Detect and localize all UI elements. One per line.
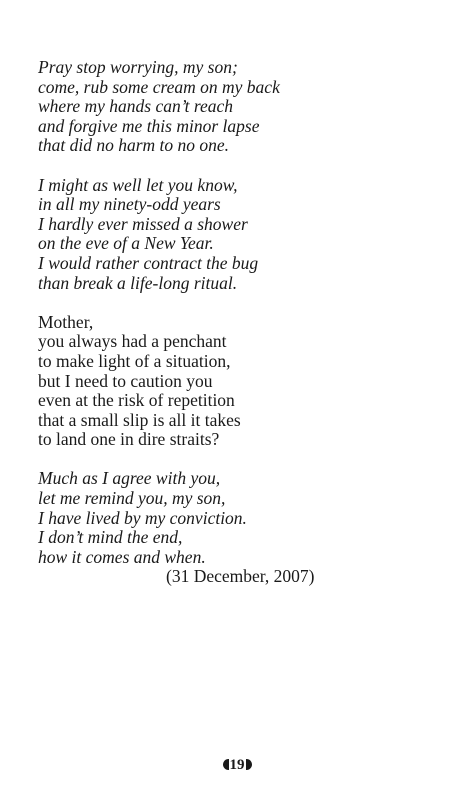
poem-line: but I need to caution you: [38, 370, 213, 391]
page-number-value: 19: [229, 757, 245, 773]
poem-line: I have lived by my conviction.: [38, 507, 247, 528]
poem-line: that did no harm to no one.: [38, 135, 230, 156]
poem-line: even at the risk of repetition: [38, 390, 235, 411]
poem-line: Much as I agree with you,: [38, 468, 221, 489]
page-number-left-ornament: [223, 759, 229, 770]
stanza-1: [38, 58, 448, 156]
poem-line: to make light of a situation,: [38, 350, 231, 371]
poem-line: than break a life-long ritual.: [38, 272, 238, 293]
stanza-2: [38, 176, 448, 294]
poem-line: how it comes and when.: [38, 546, 206, 567]
poem-line: and forgive me this minor lapse: [38, 115, 260, 136]
poem-line: Pray stop worrying, my son;: [38, 57, 238, 77]
poem-date: (31 December, 2007): [166, 566, 315, 586]
stanza-3: [38, 313, 448, 450]
page-number-right-ornament: [246, 759, 252, 770]
poem-line: that a small slip is all it takes: [38, 409, 241, 430]
poem-line: I would rather contract the bug: [38, 252, 259, 273]
poem-line: I don’t mind the end,: [38, 527, 183, 548]
page-number: [0, 756, 474, 774]
poem-line: Mother,: [38, 311, 94, 332]
poem-line: on the eve of a New Year.: [38, 233, 214, 254]
stanza-4: [38, 469, 448, 567]
poem-line: I might as well let you know,: [38, 174, 238, 195]
poem-line: come, rub some cream on my back: [38, 76, 280, 97]
poem-line: let me remind you, my son,: [38, 488, 226, 509]
poem-line: you always had a penchant: [38, 331, 227, 352]
poem-line: I hardly ever missed a shower: [38, 213, 248, 234]
poem-line: in all my ninety-odd years: [38, 194, 221, 215]
poem: [38, 58, 448, 587]
poem-line: where my hands can’t reach: [38, 96, 234, 117]
poem-line: to land one in dire straits?: [38, 429, 220, 450]
